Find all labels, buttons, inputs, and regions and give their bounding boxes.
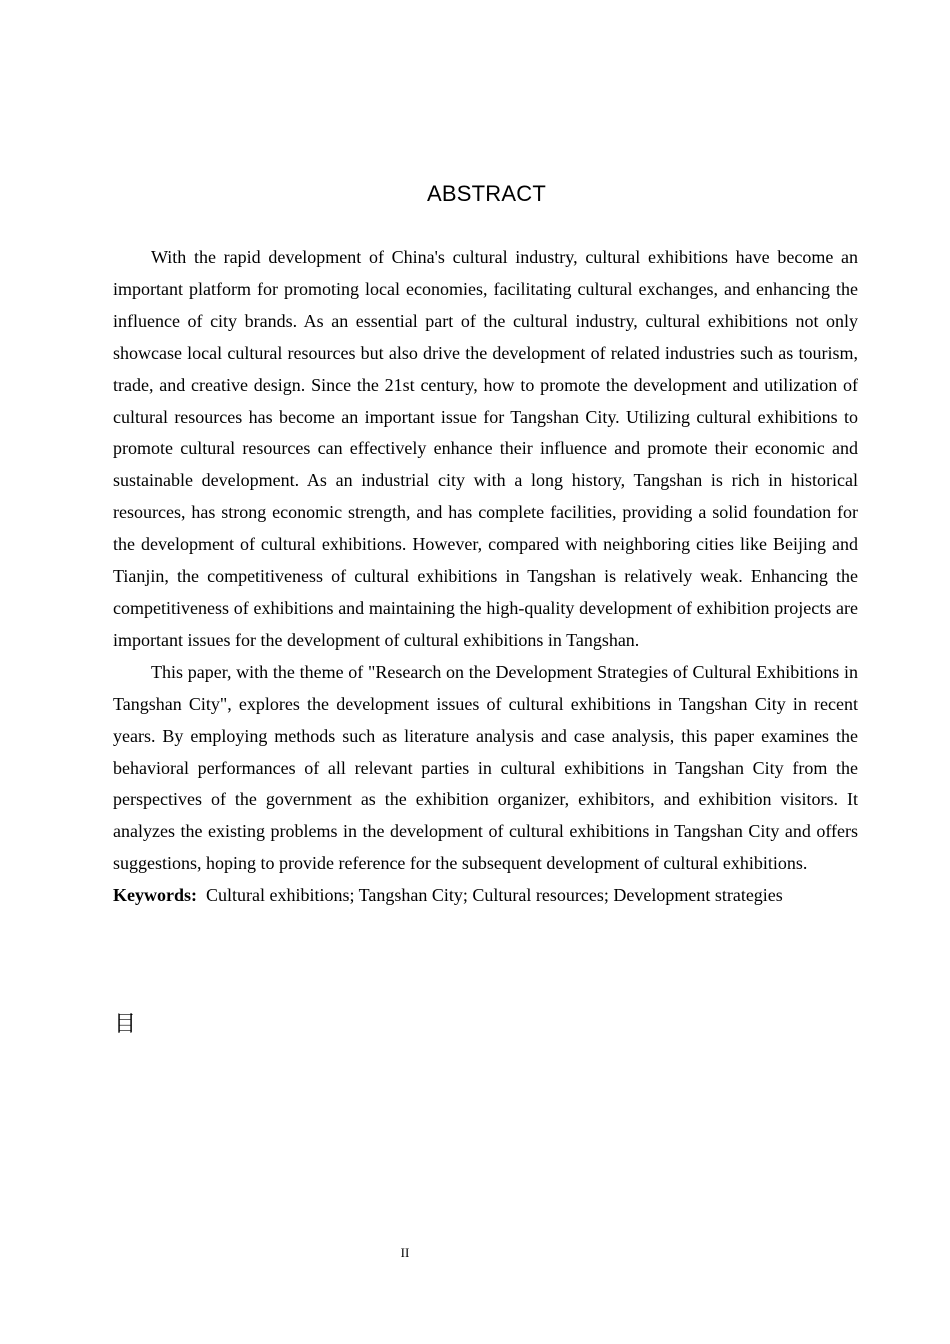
keywords-line bbox=[113, 880, 858, 912]
page-number: II bbox=[400, 1245, 410, 1260]
abstract-title: ABSTRACT bbox=[427, 181, 546, 206]
keywords-list: Cultural exhibitions; Tangshan City; Cultural resources; Development strategies bbox=[206, 885, 783, 906]
abstract-paragraph-1: With the rapid development of China's cultural industry, cultural exhibitions have become an important platform for promoting local economies, facilitating cultural exchanges, and enhancing the influence of city brands. As an essential part of the cultural industry, cultural exhibitions not only showcase local cultural resources but also drive the development of related industries such as tourism, trade, and creative design. Since the 21st century, how to promote the development and utilization of cultural resources has become an important issue for Tangshan City. Utilizing cultural exhibitions to promote cultural resources can effectively enhance their influence and promote their economic and sustainable development. As an industrial city with a long history, Tangshan is rich in historical resources, has strong economic strength, and has complete facilities, providing a solid foundation for the development of cultural exhibitions. However, compared with neighboring cities like Beijing and Tianjin, the competitiveness of cultural exhibitions in Tangshan is relatively weak. Enhancing the competitiveness of exhibitions and maintaining the high-quality development of exhibition projects are important issues for the development of cultural exhibitions in Tangshan. bbox=[113, 247, 858, 650]
abstract-body bbox=[113, 242, 858, 912]
toc-heading: 目 bbox=[114, 1012, 137, 1037]
abstract-paragraph-2: This paper, with the theme of "Research on the Development Strategies of Cultural Exhibitions in Tangshan City", explores the development issues of cultural exhibitions in Tangshan City in recent years. By employing methods such as literature analysis and case analysis, this paper examines the behavioral performances of all relevant parties in cultural exhibitions in Tangshan City from the perspectives of the government as the exhibition organizer, exhibitors, and exhibition visitors. It analyzes the existing problems in the development of cultural exhibitions in Tangshan City and offers suggestions, hoping to provide reference for the subsequent development of cultural exhibitions. bbox=[113, 661, 858, 874]
keywords-label: Keywords: bbox=[113, 885, 197, 906]
